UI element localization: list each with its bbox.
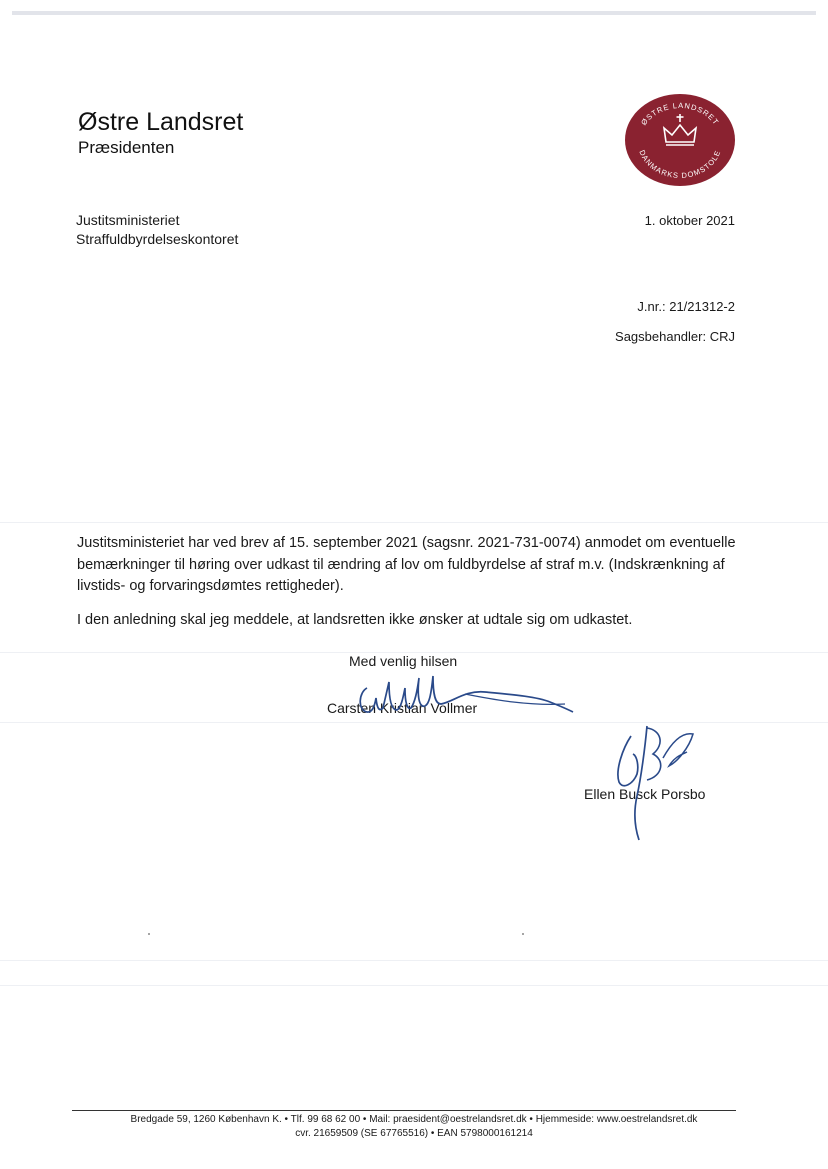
seal-text-top: ØSTRE LANDSRET (639, 100, 721, 127)
scan-line (0, 985, 828, 986)
signature-1-icon (345, 668, 580, 718)
closing-greeting: Med venlig hilsen (349, 653, 458, 669)
recipient-line-2: Straffuldbyrdelseskontoret (76, 231, 239, 247)
body-paragraph-2: I den anledning skal jeg meddele, at landsretten ikke ønsker at udtale sig om udkastet. (77, 611, 633, 628)
signer-2-name: Ellen Busck Porsbo (584, 786, 706, 802)
scan-speck (148, 933, 150, 935)
footer-contact-line: Bredgade 59, 1260 København K. • Tlf. 99 68 62 00 • Mail: praesident@oestrelandsret.dk • Hjemmeside: www.oestrelandsret.dk (130, 1114, 698, 1125)
recipient-line-1: Justitsministeriet (76, 212, 180, 228)
scan-top-edge (12, 11, 816, 15)
footer-registration-line: cvr. 21659509 (SE 67765516) • EAN 5798000161214 (295, 1128, 533, 1139)
letter-date: 1. oktober 2021 (644, 213, 735, 228)
letter-body (77, 533, 757, 643)
signature-2-icon (603, 718, 703, 846)
case-handler: Sagsbehandler: CRJ (615, 329, 735, 344)
scan-line (0, 522, 828, 523)
body-paragraph-1: Justitsministeriet har ved brev af 15. september 2021 (sagsnr. 2021-731-0074) anmodet om eventuelle bemærkninger til høring over udkast til ændring af lov om fuldbyrdelse af straf m.v. (Indskrænkning af livstids- og forvaringsdømtes rettigheder). (77, 535, 736, 594)
court-seal-icon (624, 92, 736, 188)
scan-speck (522, 933, 524, 935)
footer-rule (72, 1110, 736, 1111)
recipient-address (76, 211, 238, 249)
scan-line (0, 722, 828, 723)
seal-text-bottom: DANMARKS DOMSTOLE (637, 148, 723, 181)
journal-number: J.nr.: 21/21312-2 (637, 299, 735, 314)
scan-line (0, 960, 828, 961)
court-name: Østre Landsret (78, 108, 244, 136)
signer-1-name: Carsten Kristian Vollmer (327, 700, 478, 716)
court-subtitle: Præsidenten (78, 138, 175, 157)
